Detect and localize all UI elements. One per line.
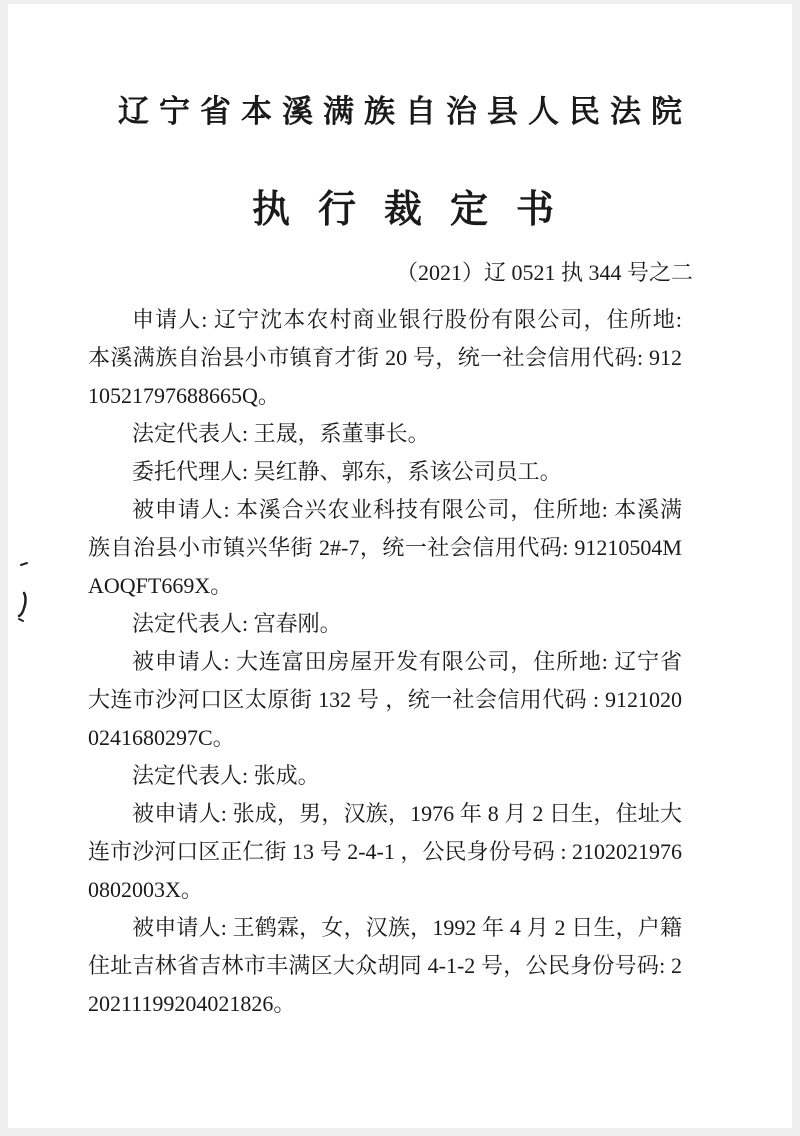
para-entrusted-agents: 委托代理人: 吴红静、郭东，系该公司员工。 <box>132 459 562 484</box>
para-respondent-3: 被申请人: 张成，男，汉族，1976 年 8 月 2 日生，住址大连市沙河口区正仁街 13 号 2-4-1 ，公民身份号码 : 21020219760802003X。 <box>88 801 682 902</box>
court-name: 辽宁省本溪满族自治县人民法院 <box>118 94 692 129</box>
para-legal-rep-respondent-1: 法定代表人: 宫春刚。 <box>132 611 342 636</box>
document-body <box>8 301 792 1023</box>
para-legal-rep-applicant: 法定代表人: 王晟，系董事长。 <box>132 421 430 446</box>
para-respondent-4: 被申请人: 王鹤霖，女，汉族，1992 年 4 月 2 日生，户籍住址吉林省吉林市丰满区大众胡同 4-1-2 号，公民身份号码: 220211199204021826。 <box>88 915 682 1016</box>
para-applicant: 申请人: 辽宁沈本农村商业银行股份有限公司，住所地: 本溪满族自治县小市镇育才街 20 号，统一社会信用代码: 91210521797688665Q。 <box>88 307 682 408</box>
para-legal-rep-respondent-2: 法定代表人: 张成。 <box>132 763 320 788</box>
para-respondent-2: 被申请人: 大连富田房屋开发有限公司，住所地: 辽宁省大连市沙河口区太原街 132 号 ，统一社会信用代码 : 91210200241680297C。 <box>88 649 682 750</box>
para-respondent-1: 被申请人: 本溪合兴农业科技有限公司，住所地: 本溪满族自治县小市镇兴华街 2#-7，统一社会信用代码: 91210504MAOQFT669X。 <box>88 497 682 598</box>
document-page <box>8 4 792 1128</box>
ink-smudge-icon <box>14 553 30 625</box>
case-number: （2021）辽 0521 执 344 号之二 <box>395 260 693 285</box>
document-title: 执行裁定书 <box>251 189 582 231</box>
